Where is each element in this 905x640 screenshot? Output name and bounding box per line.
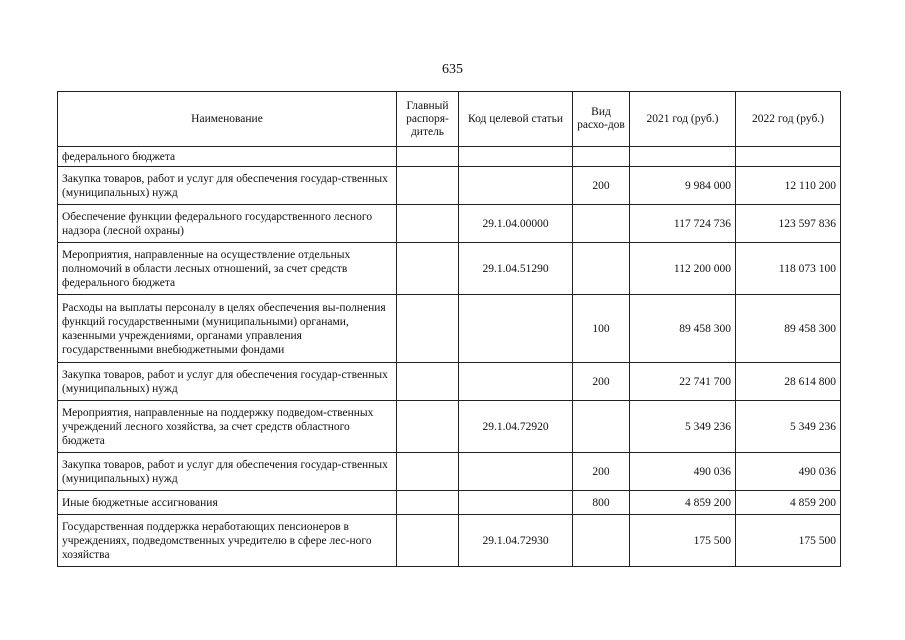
header-code: Код целевой статьи: [459, 92, 573, 147]
cell-2021: 175 500: [630, 515, 736, 567]
cell-admin: [397, 363, 459, 401]
table-row: [58, 147, 841, 167]
cell-code: [459, 363, 573, 401]
cell-admin: [397, 167, 459, 205]
table-row: [58, 243, 841, 295]
cell-code: 29.1.04.51290: [459, 243, 573, 295]
cell-name: Закупка товаров, работ и услуг для обеспечения государ-ственных (муниципальных) нужд: [58, 167, 397, 205]
cell-type: [573, 401, 630, 453]
cell-name: Расходы на выплаты персоналу в целях обеспечения вы-полнения функций государственными (муниципальными) органами, казенными учреждениями, органами управления государственными внебюджетными фондами: [58, 295, 397, 363]
cell-2022: 123 597 836: [736, 205, 841, 243]
cell-type: [573, 515, 630, 567]
cell-code: [459, 147, 573, 167]
cell-admin: [397, 491, 459, 515]
cell-2021: 112 200 000: [630, 243, 736, 295]
table-row: [58, 491, 841, 515]
cell-code: 29.1.04.72920: [459, 401, 573, 453]
cell-2022: 5 349 236: [736, 401, 841, 453]
cell-2022: 28 614 800: [736, 363, 841, 401]
table-row: [58, 363, 841, 401]
cell-name: Государственная поддержка неработающих пенсионеров в учреждениях, подведомственных учредителю в сфере лес-ного хозяйства: [58, 515, 397, 567]
cell-code: [459, 167, 573, 205]
cell-2022: 12 110 200: [736, 167, 841, 205]
cell-2022: [736, 147, 841, 167]
header-2021: 2021 год (руб.): [630, 92, 736, 147]
cell-2021: 89 458 300: [630, 295, 736, 363]
cell-2022: 175 500: [736, 515, 841, 567]
page-number: 635: [442, 62, 463, 77]
cell-2022: 4 859 200: [736, 491, 841, 515]
table-row: [58, 167, 841, 205]
cell-2021: 9 984 000: [630, 167, 736, 205]
cell-type: 100: [573, 295, 630, 363]
cell-code: 29.1.04.00000: [459, 205, 573, 243]
table-header-row: [58, 92, 841, 147]
cell-name: Обеспечение функции федерального государственного лесного надзора (лесной охраны): [58, 205, 397, 243]
cell-admin: [397, 295, 459, 363]
cell-type: 200: [573, 453, 630, 491]
cell-code: [459, 453, 573, 491]
cell-type: [573, 243, 630, 295]
header-admin: Главный распоря-дитель: [397, 92, 459, 147]
cell-2022: 118 073 100: [736, 243, 841, 295]
cell-admin: [397, 243, 459, 295]
cell-name: Закупка товаров, работ и услуг для обеспечения государ-ственных (муниципальных) нужд: [58, 363, 397, 401]
cell-type: 200: [573, 167, 630, 205]
header-2022: 2022 год (руб.): [736, 92, 841, 147]
cell-2021: 5 349 236: [630, 401, 736, 453]
cell-2021: 490 036: [630, 453, 736, 491]
cell-code: 29.1.04.72930: [459, 515, 573, 567]
cell-2021: 22 741 700: [630, 363, 736, 401]
cell-type: 800: [573, 491, 630, 515]
cell-name: федерального бюджета: [58, 147, 397, 167]
cell-name: Мероприятия, направленные на поддержку подведом-ственных учреждений лесного хозяйства, за счет средств областного бюджета: [58, 401, 397, 453]
table-row: [58, 515, 841, 567]
cell-admin: [397, 401, 459, 453]
cell-admin: [397, 147, 459, 167]
header-type: Вид расхо-дов: [573, 92, 630, 147]
cell-2021: 117 724 736: [630, 205, 736, 243]
cell-2022: 89 458 300: [736, 295, 841, 363]
cell-type: [573, 205, 630, 243]
cell-admin: [397, 515, 459, 567]
cell-type: 200: [573, 363, 630, 401]
cell-code: [459, 295, 573, 363]
cell-admin: [397, 205, 459, 243]
budget-table: [57, 91, 841, 567]
cell-name: Иные бюджетные ассигнования: [58, 491, 397, 515]
cell-2021: 4 859 200: [630, 491, 736, 515]
cell-admin: [397, 453, 459, 491]
table-row: [58, 205, 841, 243]
cell-name: Закупка товаров, работ и услуг для обеспечения государ-ственных (муниципальных) нужд: [58, 453, 397, 491]
cell-type: [573, 147, 630, 167]
table-row: [58, 453, 841, 491]
cell-name: Мероприятия, направленные на осуществление отдельных полномочий в области лесных отношений, за счет средств федерального бюджета: [58, 243, 397, 295]
header-name: Наименование: [58, 92, 397, 147]
table-row: [58, 401, 841, 453]
cell-code: [459, 491, 573, 515]
cell-2022: 490 036: [736, 453, 841, 491]
table-row: [58, 295, 841, 363]
cell-2021: [630, 147, 736, 167]
